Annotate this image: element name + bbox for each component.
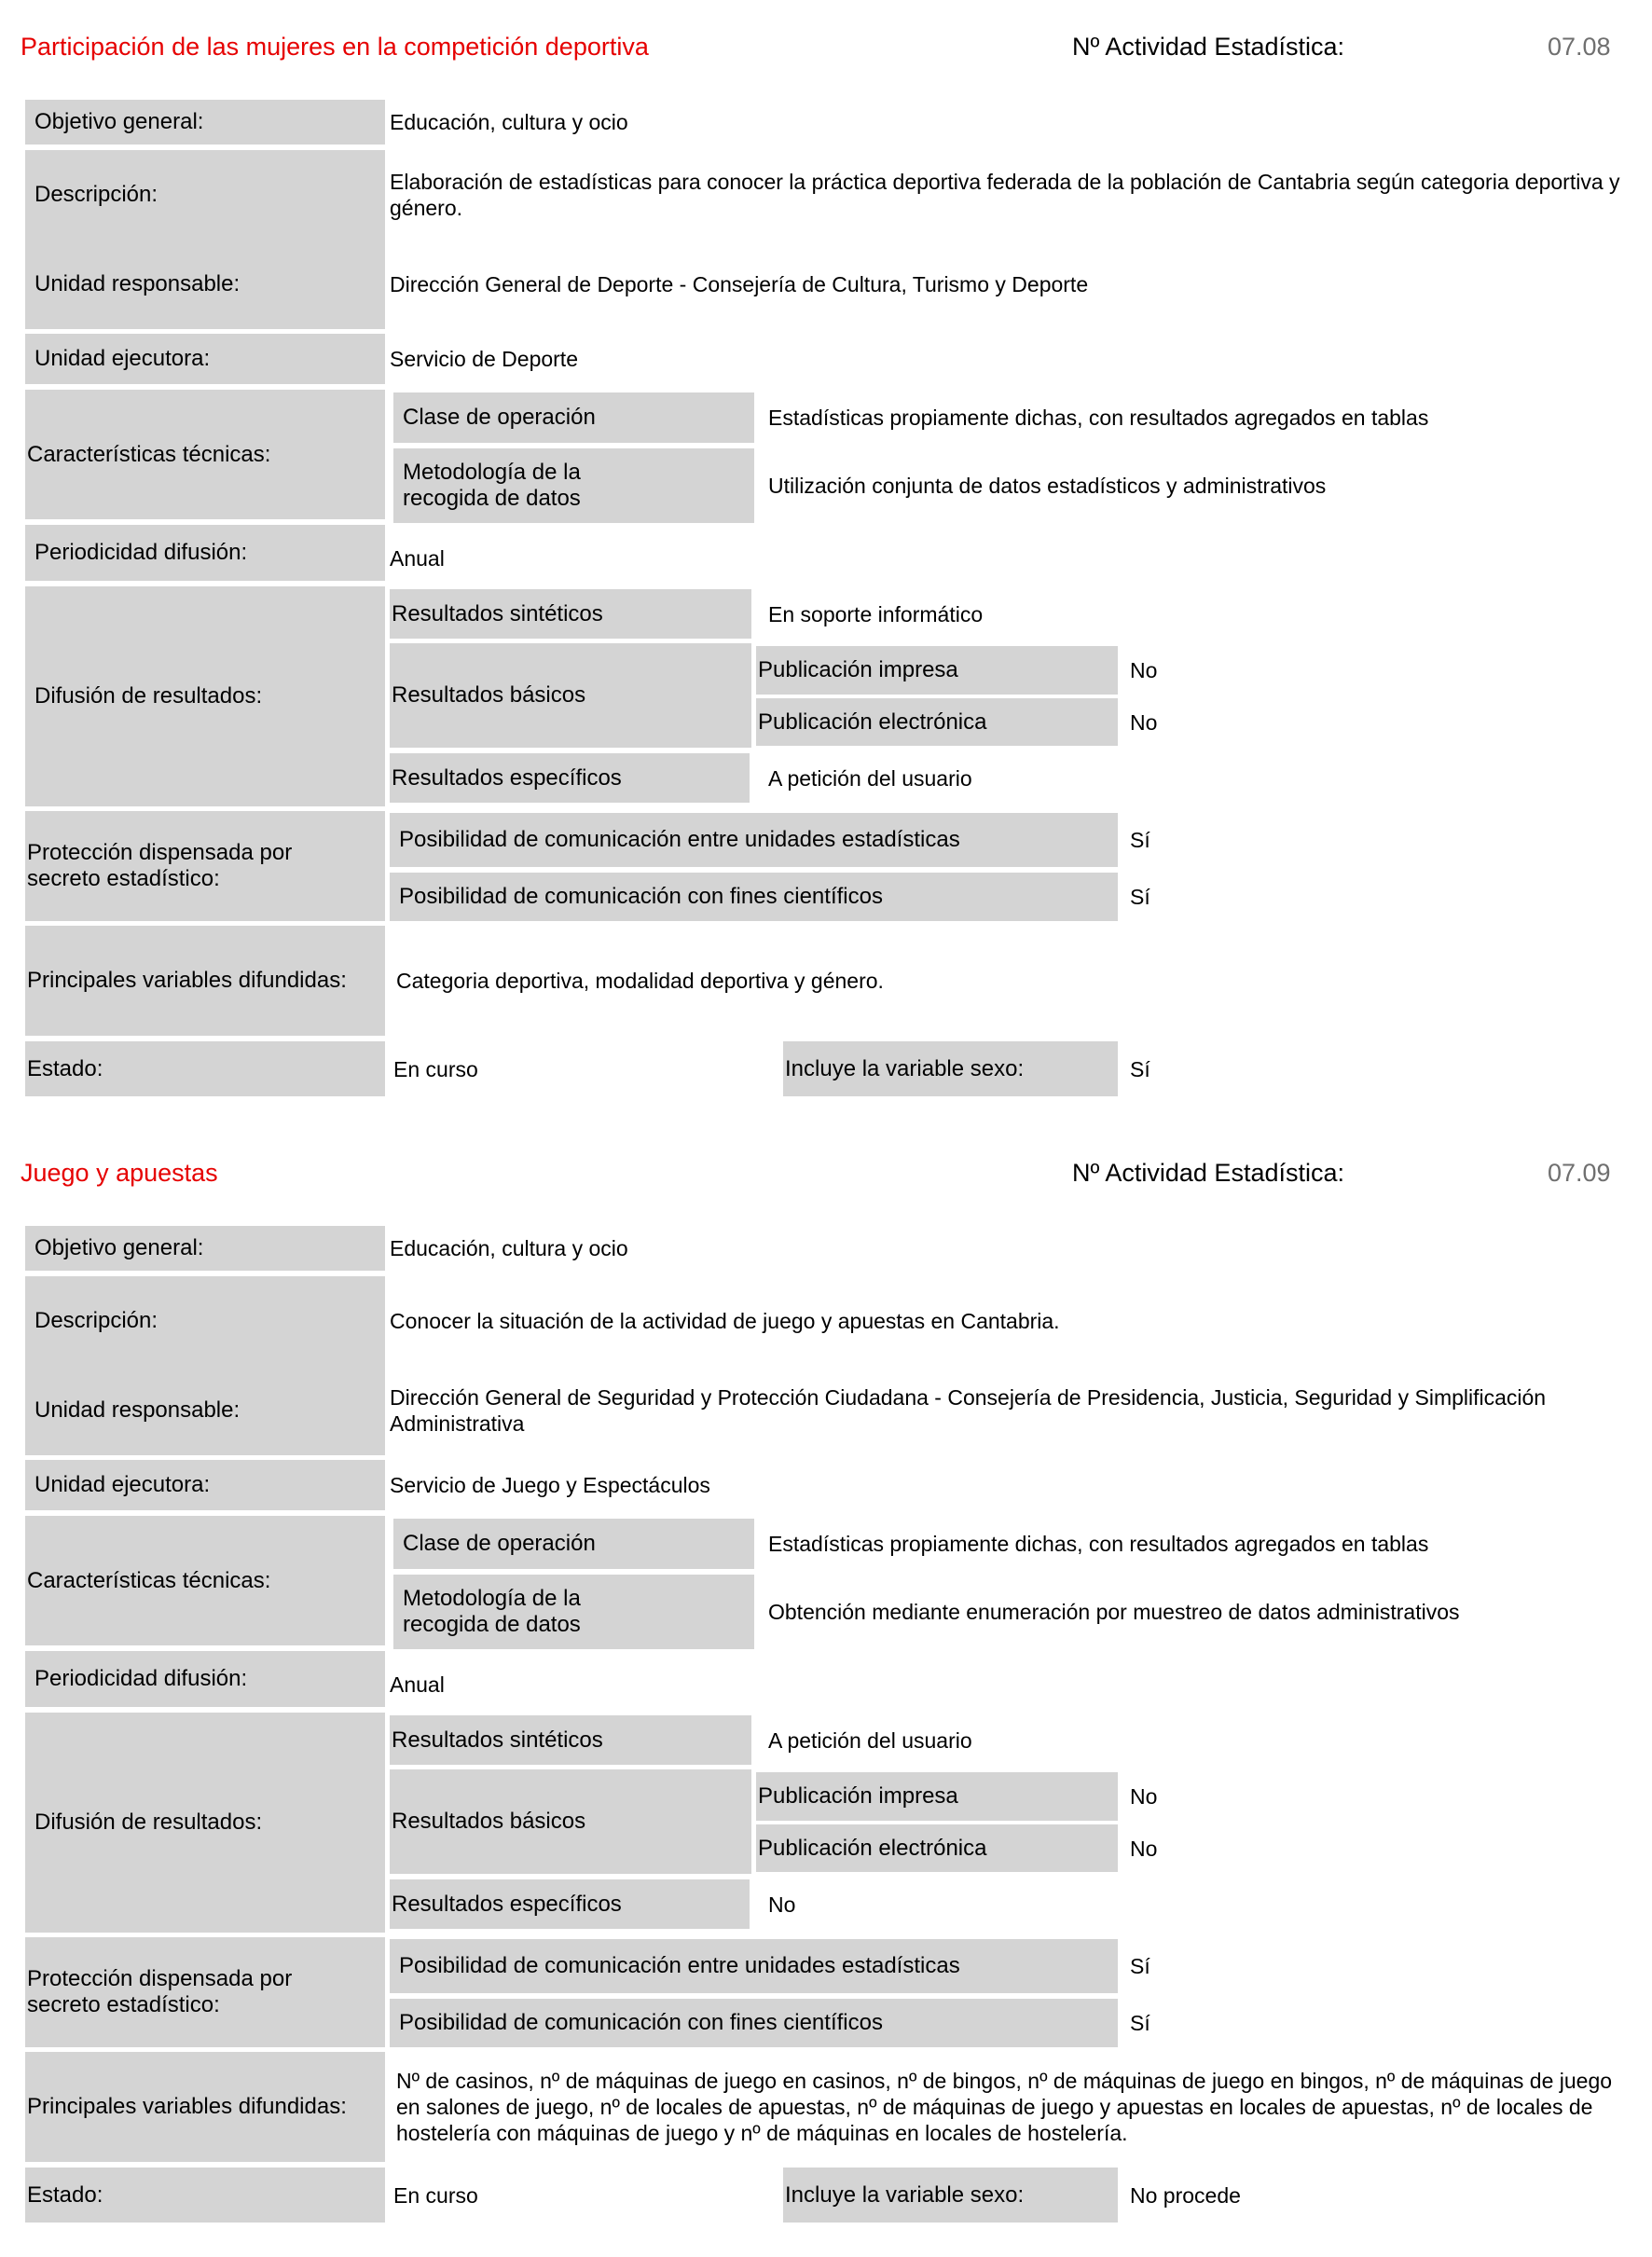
caracteristicas-label: Características técnicas: (25, 390, 385, 519)
com-cientificos-value: Sí (1130, 2011, 1150, 2035)
sexo-label: Incluye la variable sexo: (783, 2168, 1118, 2223)
metodologia-value: Obtención mediante enumeración por muestreo de datos administrativos (768, 1600, 1460, 1624)
estado-value: En curso (393, 1056, 478, 1081)
objetivo-label: Objetivo general: (25, 100, 385, 145)
estado-label: Estado: (25, 1041, 385, 1096)
com-cientificos-value: Sí (1130, 885, 1150, 909)
sexo-label: Incluye la variable sexo: (783, 1041, 1118, 1096)
impresa-value: No (1130, 658, 1158, 682)
unidad-responsable-label: Unidad responsable: (25, 240, 385, 329)
electronica-value: No (1130, 1836, 1158, 1861)
objetivo-value: Educación, cultura y ocio (390, 1236, 628, 1260)
descripcion-label: Descripción: (25, 150, 385, 240)
com-unidades-label: Posibilidad de comunicación entre unidades estadísticas (390, 813, 1118, 867)
descripcion-label: Descripción: (25, 1276, 385, 1366)
sexo-value: No procede (1130, 2182, 1241, 2208)
activity-number-label: Nº Actividad Estadística: (1072, 33, 1344, 61)
descripcion-value: Conocer la situación de la actividad de juego y apuestas en Cantabria. (390, 1309, 1060, 1333)
metodologia-value: Utilización conjunta de datos estadísticos y administrativos (768, 474, 1327, 498)
unidad-ejecutora-label: Unidad ejecutora: (25, 334, 385, 384)
com-cientificos-label: Posibilidad de comunicación con fines científicos (390, 1999, 1118, 2047)
sinteticos-label: Resultados sintéticos (390, 589, 751, 639)
impresa-label: Publicación impresa (756, 1772, 1118, 1821)
periodicidad-label: Periodicidad difusión: (25, 525, 385, 581)
com-unidades-label: Posibilidad de comunicación entre unidades estadísticas (390, 1939, 1118, 1993)
basicos-label: Resultados básicos (390, 643, 751, 748)
proteccion-label: Protección dispensada por secreto estadístico: (25, 1937, 385, 2047)
clase-operacion-value: Estadísticas propiamente dichas, con resultados agregados en tablas (768, 406, 1429, 430)
record-title: Participación de las mujeres en la competición deportiva (21, 33, 649, 61)
periodicidad-value: Anual (390, 1672, 445, 1697)
variables-value: Nº de casinos, nº de máquinas de juego en casinos, nº de bingos, nº de máquinas de juego en bingos, nº de máquinas de juego en salones de juego, nº de locales de apuestas, nº de máquinas de juego y apuestas en locales de apuestas, nº de locales de hostelería con máquinas de juego y nº de máquinas en locales de hostelería. (396, 2069, 1613, 2145)
record-title: Juego y apuestas (21, 1159, 218, 1187)
especificos-value: No (768, 1892, 796, 1917)
especificos-value: A petición del usuario (768, 765, 972, 791)
periodicidad-label: Periodicidad difusión: (25, 1651, 385, 1707)
periodicidad-value: Anual (390, 546, 445, 571)
objetivo-value: Educación, cultura y ocio (390, 110, 628, 134)
sinteticos-value: En soporte informático (768, 601, 984, 626)
unidad-responsable-value: Dirección General de Deporte - Consejería de Cultura, Turismo y Deporte (390, 272, 1089, 296)
sinteticos-label: Resultados sintéticos (390, 1715, 751, 1765)
metodologia-label: Metodología de la recogida de datos (393, 1575, 754, 1649)
com-unidades-value: Sí (1130, 828, 1150, 852)
difusion-label: Difusión de resultados: (25, 1713, 385, 1933)
statistics-record-1 (0, 0, 1652, 1119)
difusion-label: Difusión de resultados: (25, 586, 385, 806)
impresa-label: Publicación impresa (756, 646, 1118, 695)
estado-value: En curso (393, 2182, 478, 2208)
variables-value: Categoria deportiva, modalidad deportiva y género. (396, 969, 884, 993)
descripcion-value: Elaboración de estadísticas para conocer la práctica deportiva federada de la población de Cantabria según categoria deportiva y género. (390, 170, 1620, 220)
activity-number: 07.08 (1548, 33, 1611, 61)
clase-operacion-label: Clase de operación (393, 392, 754, 443)
activity-number-label: Nº Actividad Estadística: (1072, 1159, 1344, 1187)
especificos-label: Resultados específicos (390, 753, 750, 803)
electronica-label: Publicación electrónica (756, 698, 1118, 746)
metodologia-label: Metodología de la recogida de datos (393, 448, 754, 523)
electronica-value: No (1130, 709, 1158, 735)
com-unidades-value: Sí (1130, 1954, 1150, 1978)
sexo-value: Sí (1130, 1056, 1150, 1081)
activity-number: 07.09 (1548, 1159, 1611, 1187)
com-cientificos-label: Posibilidad de comunicación con fines científicos (390, 873, 1118, 921)
electronica-label: Publicación electrónica (756, 1824, 1118, 1872)
unidad-responsable-label: Unidad responsable: (25, 1366, 385, 1455)
objetivo-label: Objetivo general: (25, 1226, 385, 1271)
unidad-ejecutora-label: Unidad ejecutora: (25, 1460, 385, 1510)
unidad-ejecutora-value: Servicio de Juego y Espectáculos (390, 1473, 710, 1497)
statistics-record-2 (0, 1126, 1652, 2245)
basicos-label: Resultados básicos (390, 1769, 751, 1874)
clase-operacion-label: Clase de operación (393, 1519, 754, 1569)
sinteticos-value: A petición del usuario (768, 1727, 972, 1753)
proteccion-label: Protección dispensada por secreto estadístico: (25, 811, 385, 921)
caracteristicas-label: Características técnicas: (25, 1516, 385, 1645)
clase-operacion-value: Estadísticas propiamente dichas, con resultados agregados en tablas (768, 1532, 1429, 1556)
impresa-value: No (1130, 1784, 1158, 1809)
variables-label: Principales variables difundidas: (25, 926, 385, 1036)
unidad-ejecutora-value: Servicio de Deporte (390, 347, 578, 371)
especificos-label: Resultados específicos (390, 1879, 750, 1929)
estado-label: Estado: (25, 2168, 385, 2223)
variables-label: Principales variables difundidas: (25, 2052, 385, 2162)
unidad-responsable-value: Dirección General de Seguridad y Protección Ciudadana - Consejería de Presidencia, Justicia, Seguridad y Simplificación Administrativa (390, 1385, 1547, 1436)
